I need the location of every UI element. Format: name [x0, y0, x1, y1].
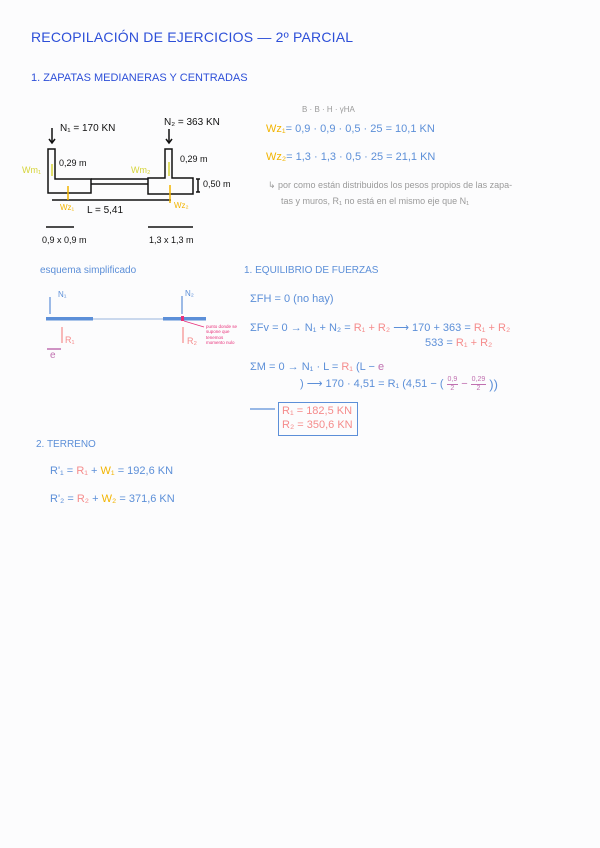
n2-label: N₂ = 363 KN [164, 117, 220, 128]
sum-fv-subst: ⟶ 170 + 363 = [393, 322, 471, 334]
r1-prime-w: W₁ [100, 465, 115, 477]
n1-label: N₁ = 170 KN [60, 123, 116, 134]
footing-1-bar [46, 317, 93, 321]
frac1-denominator: 2 [450, 384, 455, 392]
r2-prime-w: W₂ [101, 493, 117, 505]
plus-2: + [92, 493, 99, 505]
r2-result: R₂ = 350,6 KN [282, 419, 353, 431]
simplified-r2: R₂ [187, 336, 197, 346]
moment-r1b: R₁ [387, 377, 400, 390]
moment-paren: (4,51 − ( [402, 377, 444, 390]
moment-r1: R₁ [341, 361, 354, 373]
wz1-label: Wz₁ [60, 203, 75, 212]
note-line-1: ↳ por como están distribuidos los pesos propios de las zapa- [268, 180, 513, 190]
moment-lhs: ΣM = 0 → N₁ · L = [250, 361, 339, 373]
sum-fv-r2: R₁ + R₂ [473, 322, 511, 334]
wall-height-2: 0,29 m [180, 154, 208, 164]
note-line-2: tas y muros, R₁ no está en el mismo eje que N₁ [281, 196, 470, 206]
footing-2-bar [163, 317, 206, 321]
r2-prime-label: R'₂ = [50, 493, 74, 505]
wz2-formula: = 1,3 · 1,3 · 0,5 · 25 = 21,1 KN [286, 151, 436, 163]
sum-fv-total: 533 = [425, 337, 453, 349]
sum-fv-lhs: ΣFv = 0 → N₁ + N₂ = [250, 322, 351, 334]
zero-moment-point [181, 316, 184, 321]
page-title: RECOPILACIÓN DE EJERCICIOS — 2º PARCIAL [31, 29, 354, 45]
wm2-label: Wm₂ [131, 165, 151, 175]
r1-prime-label: R'₁ = [50, 465, 74, 477]
section-1-heading: 1. ZAPATAS MEDIANERAS Y CENTRADAS [31, 72, 248, 84]
wz1-formula-label: Wz₁ [266, 123, 286, 135]
plus-1: + [91, 465, 98, 477]
dimension-footing-2: 1,3 x 1,3 m [149, 235, 194, 245]
r2-prime-r: R₂ [76, 493, 90, 505]
dimension-footing-1: 0,9 x 0,9 m [42, 235, 87, 245]
weight-formula-header: B · B · H · γHA [302, 105, 355, 114]
simplified-n2: N₂ [185, 289, 194, 298]
sum-fv-r: R₁ + R₂ [353, 322, 391, 334]
wall-height-1: 0,29 m [59, 158, 87, 168]
footing-height: 0,50 m [203, 179, 231, 189]
section-2-heading: 2. TERRENO [36, 439, 96, 450]
eccentricity-label: e [50, 350, 56, 361]
frac1-numerator: 0,9 [447, 376, 458, 383]
wm1-label: Wm₁ [22, 165, 42, 175]
r1-prime-value: = 192,6 KN [117, 465, 174, 477]
moment-close-parens: )) [489, 376, 498, 392]
wz1-formula: = 0,9 · 0,9 · 0,5 · 25 = 10,1 KN [285, 123, 435, 135]
moment-mid: (L − [356, 361, 375, 373]
zero-moment-note: punto donde se supone que tenemos momento nulo [206, 324, 238, 346]
simplified-n1: N₁ [58, 290, 67, 299]
wz2-label: Wz₂ [174, 201, 189, 210]
footing-1-wall-outline [48, 149, 91, 193]
moment-subst: ) ⟶ 170 · 4,51 = [300, 377, 385, 390]
r2-prime-value: = 371,6 KN [119, 493, 175, 505]
equilibrium-heading: 1. EQUILIBRIO DE FUERZAS [244, 265, 379, 276]
sum-fh-equation: ΣFH = 0 (no hay) [250, 293, 334, 305]
wz2-formula-label: Wz₂ [266, 151, 287, 163]
sum-fv-r3: R₁ + R₂ [455, 337, 493, 349]
r1-prime-r: R₁ [76, 465, 88, 477]
moment-e: e [377, 361, 385, 373]
frac2-numerator: 0,29 [471, 376, 486, 383]
simplified-heading: esquema simplificado [40, 265, 137, 276]
r1-result: R₁ = 182,5 KN [282, 405, 353, 417]
fraction-1 [447, 376, 459, 392]
frac-minus: − [461, 377, 468, 390]
frac2-denominator: 2 [476, 384, 481, 392]
simplified-r1: R₁ [65, 335, 75, 345]
fraction-2 [471, 376, 487, 392]
length-label: L = 5,41 [87, 205, 124, 216]
